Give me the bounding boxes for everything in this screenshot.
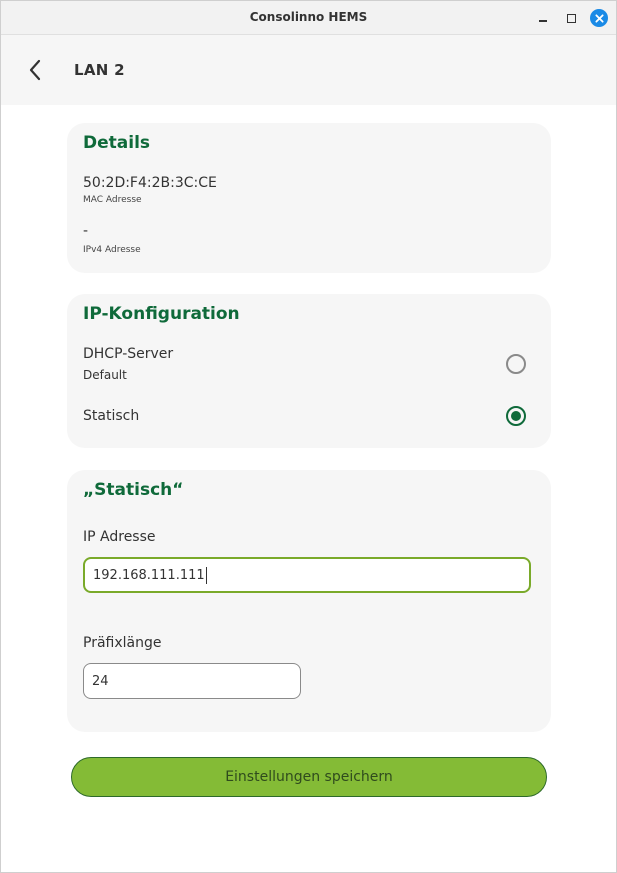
prefix-length-label: Präfixlänge (83, 635, 162, 651)
ip-address-input[interactable] (83, 557, 531, 593)
window-title: Consolinno HEMS (249, 10, 368, 24)
static-config-card (67, 470, 551, 732)
title-bar (1, 1, 616, 35)
page-title: LAN 2 (74, 61, 125, 79)
ip-address-value: 192.168.111.111 (93, 567, 205, 583)
ip-address-label: IP Adresse (83, 529, 156, 545)
scrollbar[interactable] (613, 105, 616, 155)
close-button[interactable] (590, 9, 608, 27)
text-caret (206, 567, 207, 584)
back-button[interactable] (23, 57, 47, 83)
chevron-left-icon (28, 59, 42, 81)
prefix-length-input[interactable] (83, 663, 301, 699)
prefix-length-value: 24 (92, 673, 109, 689)
details-title: Details (83, 133, 151, 153)
static-radio[interactable] (506, 406, 526, 426)
details-card (67, 123, 551, 273)
static-option-label[interactable]: Statisch (83, 408, 140, 424)
dhcp-radio[interactable] (506, 354, 526, 374)
maximize-button[interactable] (563, 10, 579, 26)
ipv4-address-label: IPv4 Adresse (83, 245, 141, 255)
close-icon (595, 14, 604, 23)
minimize-button[interactable] (535, 10, 551, 26)
dhcp-option-label[interactable]: DHCP-Server (83, 346, 174, 362)
mac-address-value: 50:2D:F4:2B:3C:CE (83, 175, 217, 191)
mac-address-label: MAC Adresse (83, 195, 142, 205)
app-header (1, 35, 616, 105)
static-config-title: „Statisch“ (83, 480, 184, 500)
dhcp-option-sublabel: Default (83, 368, 127, 382)
save-settings-button[interactable]: Einstellungen speichern (71, 757, 547, 797)
ip-configuration-title: IP-Konfiguration (83, 304, 240, 324)
ipv4-address-value: - (83, 223, 89, 239)
ip-configuration-card (67, 294, 551, 448)
